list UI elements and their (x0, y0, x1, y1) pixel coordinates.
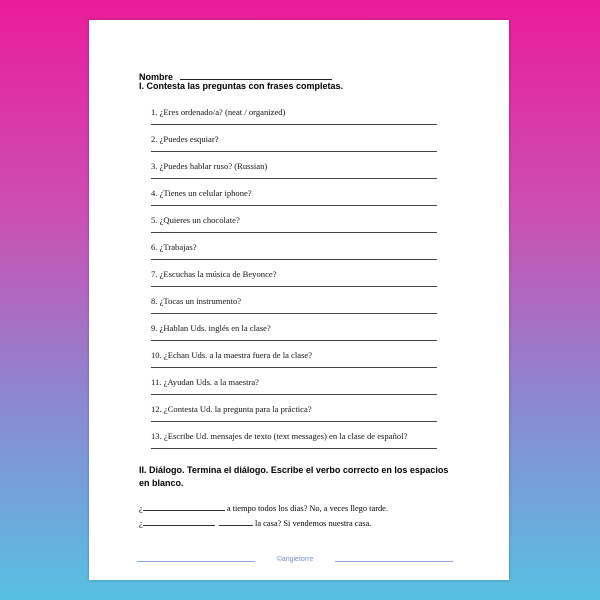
question-item (151, 431, 437, 458)
answer-line[interactable] (151, 286, 437, 287)
question-text: 11. ¿Ayudan Uds. a la maestra? (151, 377, 259, 387)
answer-line[interactable] (151, 259, 437, 260)
question-item (151, 188, 437, 215)
question-item (151, 269, 437, 296)
copyright-text: ©angietorre (276, 556, 314, 563)
question-item (151, 107, 437, 134)
answer-line[interactable] (151, 313, 437, 314)
name-blank[interactable] (180, 70, 332, 80)
answer-line[interactable] (151, 394, 437, 395)
question-text: 9. ¿Hablan Uds. inglés en la clase? (151, 323, 271, 333)
section-2-title: II. Diálogo. Termina el diálogo. Escribe el verbo correcto en los espacios en blanco. (139, 465, 449, 488)
question-text: 5. ¿Quieres un chocolate? (151, 215, 240, 225)
verb-blank[interactable] (219, 517, 253, 526)
question-text: 2. ¿Puedes esquiar? (151, 134, 219, 144)
dialogue-start: ¿ (139, 504, 143, 513)
question-text: 12. ¿Contesta Ud. la pregunta para la práctica? (151, 404, 312, 414)
question-item (151, 296, 437, 323)
footer-divider-right (335, 561, 453, 562)
verb-blank[interactable] (143, 517, 215, 526)
question-text: 1. ¿Eres ordenado/a? (neat / organized) (151, 107, 286, 117)
verb-blank[interactable] (143, 502, 225, 511)
question-item (151, 323, 437, 350)
question-text: 6. ¿Trabajas? (151, 242, 197, 252)
dialogue-line-1 (139, 502, 388, 513)
answer-line[interactable] (151, 448, 437, 449)
question-item (151, 134, 437, 161)
answer-line[interactable] (151, 340, 437, 341)
question-text: 13. ¿Escribe Ud. mensajes de texto (text messages) en la clase de español? (151, 431, 408, 441)
answer-line[interactable] (151, 367, 437, 368)
question-item (151, 350, 437, 377)
question-text: 8. ¿Tocas un instrumento? (151, 296, 242, 306)
footer (137, 556, 453, 566)
question-item (151, 377, 437, 404)
question-item (151, 404, 437, 431)
question-text: 4. ¿Tienes un celular iphone? (151, 188, 252, 198)
section-1-title: I. Contesta las preguntas con frases completas. (139, 81, 344, 91)
dialogue-start: ¿ (139, 519, 143, 528)
dialogue-line-2 (139, 517, 371, 528)
name-label: Nombre (139, 72, 174, 82)
answer-line[interactable] (151, 178, 437, 179)
question-text: 10. ¿Echan Uds. a la maestra fuera de la clase? (151, 350, 313, 360)
question-item (151, 161, 437, 188)
answer-line[interactable] (151, 151, 437, 152)
dialogue-text: a tiempo todos los días? No, a veces llego tarde. (224, 504, 388, 513)
worksheet-page (89, 20, 509, 580)
question-item (151, 242, 437, 269)
answer-line[interactable] (151, 205, 437, 206)
answer-line[interactable] (151, 124, 437, 125)
answer-line[interactable] (151, 421, 437, 422)
question-list (151, 107, 437, 458)
question-text: 7. ¿Escuchas la música de Beyonce? (151, 269, 277, 279)
question-item (151, 215, 437, 242)
dialogue-text: la casa? Si vendemos nuestra casa. (252, 519, 372, 528)
question-text: 3. ¿Puedes hablar ruso? (Russian) (151, 161, 268, 171)
answer-line[interactable] (151, 232, 437, 233)
